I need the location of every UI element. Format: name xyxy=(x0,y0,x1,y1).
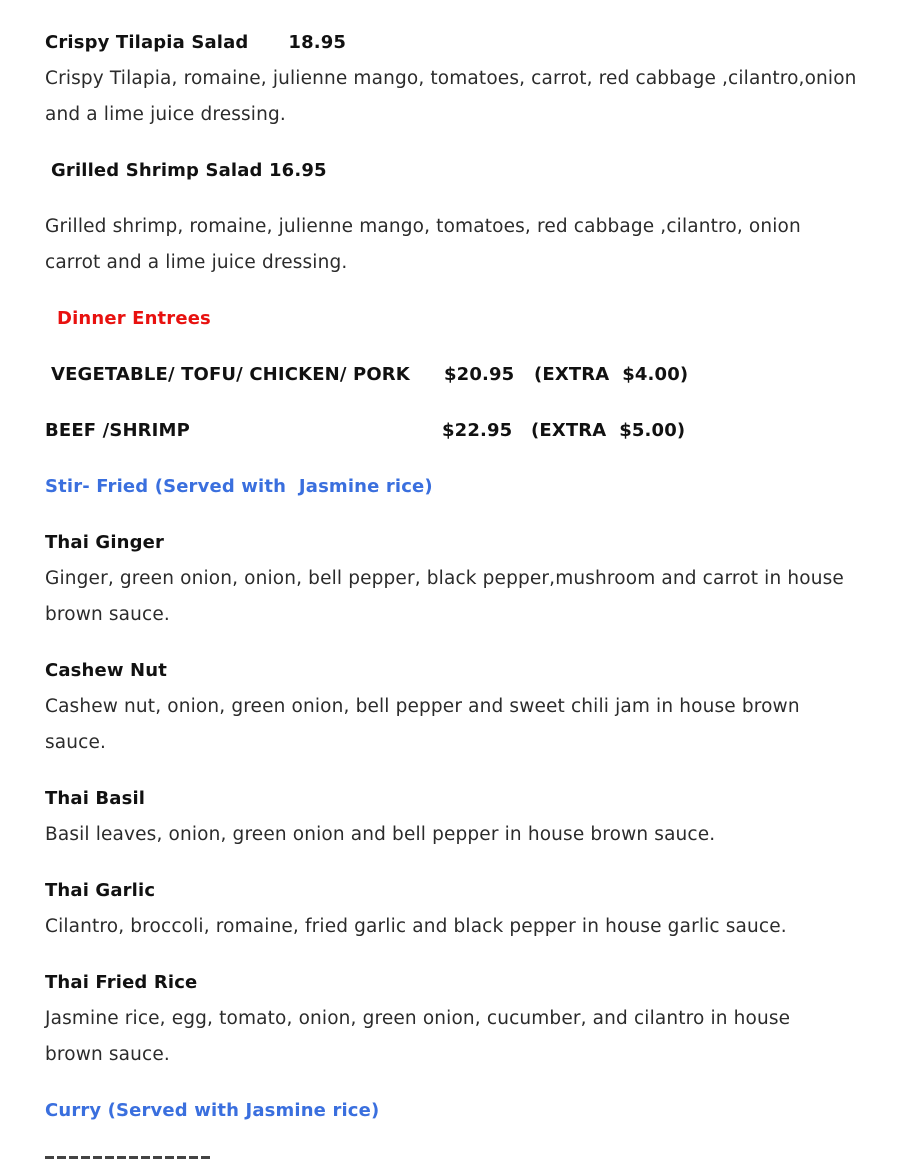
item-description: Jasmine rice, egg, tomato, onion, green onion, cucumber, and cilantro in house xyxy=(45,1008,791,1029)
item-description: Ginger, green onion, onion, bell pepper, black pepper,mushroom and carrot in house xyxy=(45,568,844,589)
section-heading: Curry (Served with Jasmine rice) xyxy=(45,1100,380,1121)
cut-off-item-name xyxy=(45,1156,215,1161)
item-description: Cilantro, broccoli, romaine, fried garlic and black pepper in house garlic sauce. xyxy=(45,916,787,937)
item-name: Thai Ginger xyxy=(45,532,165,553)
price-row xyxy=(51,364,410,386)
item-description: sauce. xyxy=(45,732,107,753)
item-description: and a lime juice dressing. xyxy=(45,104,286,125)
item-name: Grilled Shrimp Salad 16.95 xyxy=(51,160,327,181)
item-name: Thai Garlic xyxy=(45,880,156,901)
item-name: Thai Fried Rice xyxy=(45,972,198,993)
item-name: Thai Basil xyxy=(45,788,146,809)
item-description: Cashew nut, onion, green onion, bell pepper and sweet chili jam in house brown xyxy=(45,696,800,717)
price-row-price: $22.95 xyxy=(442,420,513,441)
section-heading: Dinner Entrees xyxy=(57,308,211,329)
price-row-price: $20.95 xyxy=(444,364,515,385)
item-description: brown sauce. xyxy=(45,604,170,625)
menu-item-title xyxy=(45,32,346,54)
item-description: Basil leaves, onion, green onion and bell pepper in house brown sauce. xyxy=(45,824,716,845)
item-description: brown sauce. xyxy=(45,1044,170,1065)
item-description: Crispy Tilapia, romaine, julienne mango, tomatoes, carrot, red cabbage ,cilantro,onion xyxy=(45,68,857,89)
price-row-label: BEEF /SHRIMP xyxy=(45,420,190,441)
price-row-extra: (EXTRA $5.00) xyxy=(531,420,686,441)
price-row-label: VEGETABLE/ TOFU/ CHICKEN/ PORK xyxy=(51,364,410,385)
item-name: Cashew Nut xyxy=(45,660,167,681)
section-heading: Stir- Fried (Served with Jasmine rice) xyxy=(45,476,433,497)
item-price: 18.95 xyxy=(288,32,347,53)
price-row-extra: (EXTRA $4.00) xyxy=(534,364,689,385)
item-description: Grilled shrimp, romaine, julienne mango, tomatoes, red cabbage ,cilantro, onion xyxy=(45,216,801,237)
item-description: carrot and a lime juice dressing. xyxy=(45,252,348,273)
item-name: Crispy Tilapia Salad xyxy=(45,32,249,53)
